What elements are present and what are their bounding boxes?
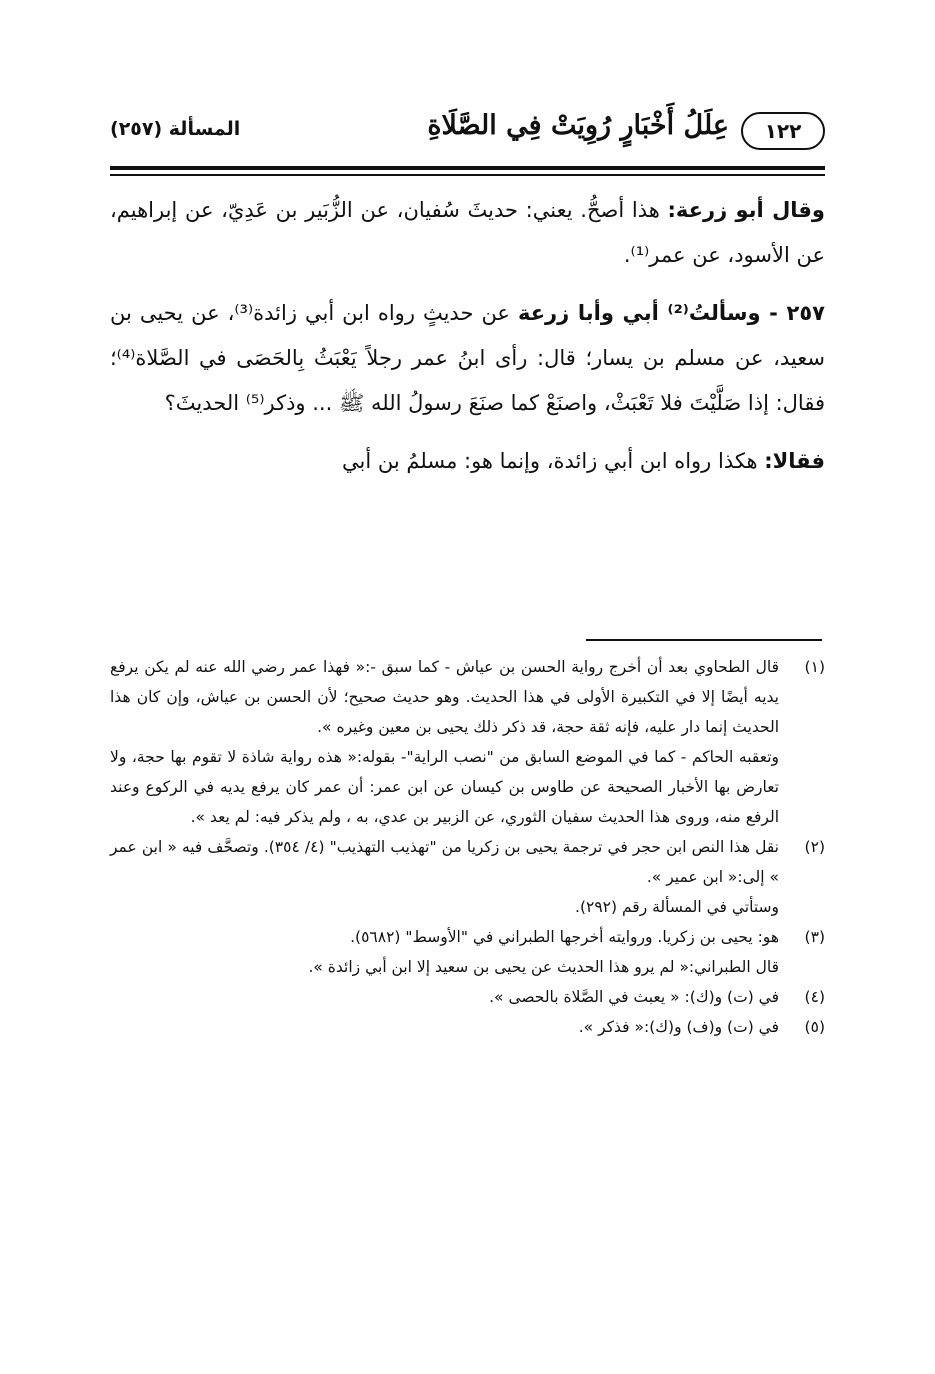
footnote-line: قال الطحاوي بعد أن أخرج رواية الحسن بن عياش - كما سبق -:« فهذا عمر رضي الله عنه لم يكن يرفع يديه أيضًا إلا في التكبيرة الأولى في هذا الحديث. وهو حديث صحيح؛ لأن الحسن بن عياش، وإن كان هذا الحديث إنما دار عليه، فإنه ثقة حجة، قد ذكر ذلك يحيى بن معين وغيره ».: [110, 658, 779, 736]
footnotes: [110, 652, 825, 1042]
issue-number: ٢٥٧ -: [769, 301, 825, 325]
page-number: ١٢٢: [741, 112, 825, 150]
footnote-number: (٣): [804, 928, 825, 946]
footnote-line: نقل هذا النص ابن حجر في ترجمة يحيى بن زكريا من "تهذيب التهذيب" (٤/ ٣٥٤). وتصحَّف فيه « ابن عمر » إلى:« ابن عمير ».: [110, 838, 779, 886]
footnote-number: (٢): [804, 838, 825, 856]
paragraph-1-text: هذا أصحُّ. يعني: حديثَ سُفيان، عن الزُّبَير بن عَدِيّ، عن إبراهيم، عن الأسود، عن عمر⁽¹⁾.: [110, 198, 825, 267]
issue-label: المسألة (٢٥٧): [110, 118, 241, 140]
paragraph-2-lead: وسألتُ⁽²⁾ أبي وأبا زرعة: [517, 301, 770, 325]
paragraph-2: [110, 291, 825, 426]
footnote-line: في (ت) و(ك): « يعبث في الصَّلاة بالحصى ».: [489, 988, 779, 1006]
main-text: [110, 188, 825, 484]
footnote-separator: [586, 639, 822, 641]
footnote-line: قال الطبراني:« لم يرو هذا الحديث عن يحيى بن سعيد إلا ابن أبي زائدة ».: [308, 958, 779, 976]
footnote: [110, 832, 825, 922]
header-rule-thin: [110, 174, 825, 176]
footnote-line: وستأتي في المسألة رقم (٢٩٢).: [575, 898, 779, 916]
footnote-number: (٥): [804, 1018, 825, 1036]
paragraph-3-lead: فقالا:: [764, 449, 825, 473]
footnote: [110, 922, 825, 982]
paragraph-1-lead: وقال أبو زرعة:: [667, 198, 825, 222]
footnote-number: (٤): [804, 988, 825, 1006]
paragraph-2-text: عن حديثٍ رواه ابن أبي زائدة⁽³⁾، عن يحيى بن سعيد، عن مسلم بن يسار؛ قال: رأى ابنُ عمر رجلاً يَعْبَثُ بِالحَصَى في الصَّلاة⁽⁴⁾؛ فقال: إذا صَلَّيْتَ فلا تَعْبَثْ، واصنَعْ كما صنَعَ رسولُ الله ﷺ ... وذكر⁽⁵⁾ الحديثَ؟: [110, 301, 825, 415]
footnote-line: في (ت) و(ف) و(ك):« فذكر ».: [578, 1018, 779, 1036]
footnote: [110, 982, 825, 1012]
book-title: عِلَلُ أَخْبَارٍ رُوِيَتْ فِي الصَّلَاةِ: [427, 110, 729, 141]
footnote-line: هو: يحيى بن زكريا. وروايته أخرجها الطبراني في "الأوسط" (٥٦٨٢).: [350, 928, 779, 946]
header-rule-thick: [110, 166, 825, 170]
paragraph-1: [110, 188, 825, 278]
footnote-line: وتعقبه الحاكم - كما في الموضع السابق من "نصب الراية"- بقوله:« هذه رواية شاذة لا تقوم بها حجة، ولا تعارض بها الأخبار الصحيحة عن طاوس بن كيسان عن ابن عمر: أن عمر كان يرفع يديه في الركوع وعند الرفع منه، وروى هذا الحديث سفيان الثوري، عن الزبير بن عدي، به ، ولم يذكر فيه: لم يعد ».: [110, 748, 779, 826]
footnote-number: (١): [804, 658, 825, 676]
footnote: [110, 652, 825, 832]
paragraph-3: [110, 439, 825, 484]
running-header: [110, 108, 825, 160]
paragraph-3-text: هكذا رواه ابن أبي زائدة، وإنما هو: مسلمُ بن أبي: [342, 449, 765, 473]
footnote: [110, 1012, 825, 1042]
